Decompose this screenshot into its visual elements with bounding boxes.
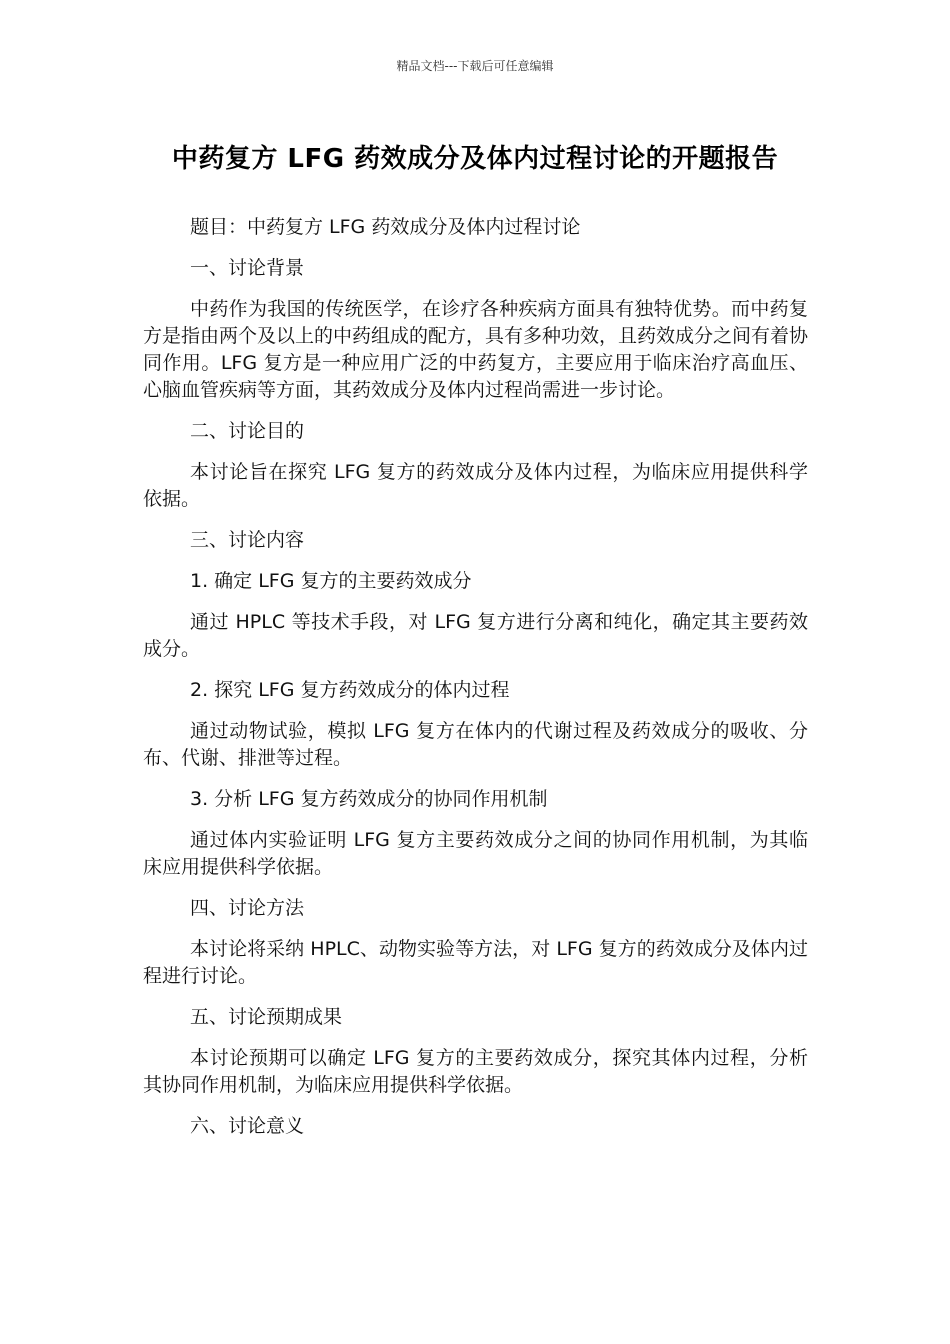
body-paragraph: 通过动物试验，模拟 LFG 复方在体内的代谢过程及药效成分的吸收、分布、代谢、排泄等过程。 [143, 720, 808, 769]
body-paragraph: 通过 HPLC 等技术手段，对 LFG 复方进行分离和纯化，确定其主要药效成分。 [143, 611, 808, 660]
subsection-heading: 3. 分析 LFG 复方药效成分的协同作用机制 [190, 788, 548, 810]
subsection-heading: 2. 探究 LFG 复方药效成分的体内过程 [190, 679, 510, 701]
body-paragraph: 中药作为我国的传统医学，在诊疗各种疾病方面具有独特优势。而中药复方是指由两个及以上的中药组成的配方，具有多种功效，且药效成分之间有着协同作用。LFG 复方是一种应用广泛的中药复方，主要应用于临床治疗高血压、心脑血管疾病等方面，其药效成分及体内过程尚需进一步讨论。 [143, 298, 809, 401]
document-title: 中药复方 LFG 药效成分及体内过程讨论的开题报告 [171, 144, 779, 174]
section-heading: 四、讨论方法 [190, 897, 305, 919]
document-body [143, 214, 808, 1154]
subsection-heading: 1. 确定 LFG 复方的主要药效成分 [190, 570, 472, 592]
section-heading: 三、讨论内容 [190, 529, 305, 551]
body-paragraph: 通过体内实验证明 LFG 复方主要药效成分之间的协同作用机制，为其临床应用提供科学依据。 [143, 829, 808, 878]
body-paragraph: 本讨论旨在探究 LFG 复方的药效成分及体内过程，为临床应用提供科学依据。 [143, 461, 808, 510]
body-paragraph: 本讨论预期可以确定 LFG 复方的主要药效成分，探究其体内过程，分析其协同作用机制，为临床应用提供科学依据。 [143, 1047, 808, 1096]
section-heading: 六、讨论意义 [190, 1115, 305, 1137]
header-watermark: 精品文档---下载后可任意编辑 [396, 59, 554, 73]
section-heading: 二、讨论目的 [190, 420, 305, 442]
section-heading: 一、讨论背景 [190, 257, 305, 279]
body-paragraph: 本讨论将采纳 HPLC、动物实验等方法，对 LFG 复方的药效成分及体内过程进行讨论。 [143, 938, 808, 987]
section-heading: 五、讨论预期成果 [190, 1006, 343, 1028]
topic-line: 题目：中药复方 LFG 药效成分及体内过程讨论 [190, 216, 581, 238]
